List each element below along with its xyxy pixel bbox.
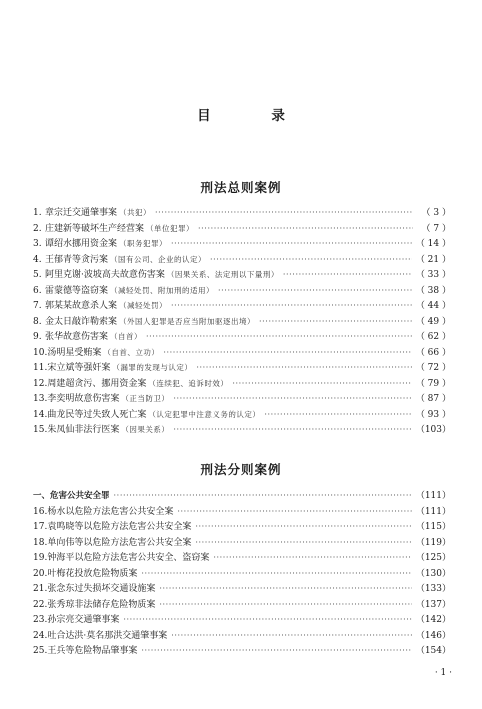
toc-entry-title: 杨水以危险方法危害公共安全案 <box>47 506 174 517</box>
toc-entry-note: （自首、立功） <box>103 347 160 357</box>
toc-leader-dots <box>146 329 412 345</box>
toc-entry[interactable] <box>33 519 451 535</box>
toc-entry-page: （103） <box>415 425 451 435</box>
toc-leader-dots <box>195 535 411 551</box>
toc-entry-number: 10. <box>33 347 48 358</box>
toc-entry-title: 曲龙民等过失致人死亡案 <box>47 409 147 420</box>
toc-entry-page: （142） <box>415 615 451 625</box>
toc-leader-dots <box>159 581 411 597</box>
toc-entry-page: （125） <box>415 553 451 563</box>
section-title-specific: 刑法分则案例 <box>200 462 282 477</box>
toc-entry-page: （154） <box>415 646 451 656</box>
toc-entry[interactable] <box>33 329 451 345</box>
toc-entry-note: （外国人犯罪是否应当附加驱逐出境） <box>119 316 256 326</box>
toc-list-specific <box>33 488 451 659</box>
toc-entry-number: 22. <box>33 599 48 610</box>
toc-entry[interactable] <box>33 283 451 299</box>
toc-entry-page: （137） <box>415 599 451 610</box>
toc-leader-dots <box>210 252 412 268</box>
toc-leader-dots <box>259 314 412 330</box>
section-title-general: 刑法总则案例 <box>200 180 282 195</box>
toc-leader-dots <box>171 236 412 252</box>
toc-entry-title: 雷蒙德等盗窃案 <box>45 285 109 296</box>
toc-entry-note: （漏罪的发现与认定） <box>112 363 193 372</box>
toc-entry-title: 孙宗亮交通肇事案 <box>47 615 120 625</box>
toc-entry-page: （ 87 ） <box>415 394 451 404</box>
toc-entry-number: 24. <box>33 630 48 641</box>
toc-leader-dots <box>159 597 411 613</box>
toc-entry-number: 13. <box>33 394 48 404</box>
toc-leader-dots <box>141 566 411 582</box>
toc-entry-page: （ 62 ） <box>415 332 451 342</box>
toc-leader-dots <box>114 488 412 504</box>
toc-entry-page: （ 49 ） <box>415 316 451 327</box>
toc-entry-number: 17. <box>33 522 48 532</box>
toc-entry-title: 张秀琼非法储存危险物质案 <box>47 599 156 610</box>
toc-leader-dots <box>232 376 411 392</box>
toc-entry-number: 16. <box>33 506 48 517</box>
toc-entry-note: （职务犯罪） <box>119 239 168 248</box>
toc-entry-title: 张念东过失损坏交通设施案 <box>47 584 156 594</box>
toc-entry[interactable] <box>33 205 451 221</box>
toc-entry-title: 宋立斌等强奸案 <box>47 363 111 373</box>
toc-leader-dots <box>264 407 411 423</box>
page-title: 目 录 <box>197 108 313 124</box>
toc-entry-page: （ 3 ） <box>421 208 451 218</box>
toc-leader-dots <box>171 298 412 314</box>
toc-entry[interactable] <box>33 252 451 268</box>
toc-entry-title: 王郁青等贪污案 <box>45 254 109 265</box>
toc-entry[interactable] <box>33 643 451 659</box>
toc-leader-dots <box>155 205 413 221</box>
toc-entry-page: （ 14 ） <box>415 239 451 249</box>
toc-entry-note: （因果关系） <box>121 425 170 434</box>
toc-entry[interactable] <box>33 581 451 597</box>
toc-entry[interactable] <box>33 298 451 314</box>
toc-entry-number: 14. <box>33 409 48 420</box>
toc-entry-number: 一、 <box>33 491 51 501</box>
toc-list-general <box>33 205 451 438</box>
toc-category-row[interactable] <box>33 488 451 504</box>
toc-entry-page: （ 7 ） <box>421 223 451 234</box>
toc-entry-title: 王兵等危险物品肇事案 <box>47 646 138 656</box>
toc-leader-dots <box>195 519 411 535</box>
toc-leader-dots <box>171 628 412 644</box>
toc-entry-title: 朱凤仙非法行医案 <box>47 425 120 435</box>
toc-leader-dots <box>283 267 412 283</box>
toc-entry-title: 单向伟等以危险方法危害公共安全案 <box>47 537 192 548</box>
toc-entry[interactable] <box>33 628 451 644</box>
toc-entry-note: （因果关系、法定刑以下量刑） <box>166 270 279 279</box>
toc-entry-number: 19. <box>33 553 48 563</box>
toc-entry-page: （119） <box>415 537 451 548</box>
toc-entry-page: （146） <box>415 630 451 641</box>
toc-entry-title: 汤明星受贿案 <box>47 347 102 358</box>
toc-entry-title: 李奕明故意伤害案 <box>47 394 120 404</box>
toc-leader-dots <box>218 283 412 299</box>
toc-entry-title: 郭某某故意杀人案 <box>45 301 118 311</box>
toc-entry-note: （减轻处罚） <box>119 301 168 310</box>
toc-entry-number: 21. <box>33 584 48 594</box>
toc-entry-note: （自首） <box>110 332 143 341</box>
toc-leader-dots <box>177 504 411 520</box>
toc-entry-number: 9. <box>33 332 42 342</box>
toc-entry[interactable] <box>33 360 451 376</box>
toc-entry[interactable] <box>33 391 451 407</box>
toc-entry-number: 25. <box>33 646 48 656</box>
toc-leader-dots <box>173 422 411 438</box>
toc-entry-number: 2. <box>33 223 42 234</box>
toc-leader-dots <box>163 345 411 361</box>
toc-entry-title: 叶梅花投放危险物质案 <box>47 568 138 579</box>
toc-entry[interactable] <box>33 267 451 283</box>
toc-entry-note: （国有公司、企业的认定） <box>110 254 207 264</box>
toc-entry-page: （ 38 ） <box>415 285 451 296</box>
toc-entry-page: （ 79 ） <box>415 378 451 389</box>
toc-entry-number: 7. <box>33 301 42 311</box>
toc-entry-title: 危害公共安全罪 <box>50 491 110 501</box>
toc-entry-note: （正当防卫） <box>121 394 170 403</box>
toc-entry-note: （连续犯、追诉时效） <box>148 378 229 388</box>
toc-entry-page: （ 21 ） <box>415 254 451 265</box>
toc-entry-title: 钟海平以危险方法危害公共安全、盗窃案 <box>47 553 210 563</box>
toc-entry[interactable] <box>33 422 451 438</box>
toc-entry-number: 20. <box>33 568 48 579</box>
toc-entry-page: （ 93 ） <box>415 409 451 420</box>
toc-entry-number: 5. <box>33 270 42 280</box>
toc-entry-page: （111） <box>415 491 451 501</box>
toc-entry-title: 金太日敲诈勒索案 <box>45 316 118 327</box>
toc-entry-page: （133） <box>415 584 451 594</box>
toc-entry-number: 1. <box>33 208 42 218</box>
toc-entry-page: （ 66 ） <box>415 347 451 358</box>
toc-entry-number: 11. <box>33 363 48 373</box>
toc-entry-number: 12. <box>33 378 48 389</box>
toc-entry-number: 8. <box>33 316 42 327</box>
toc-entry-page: （115） <box>415 522 451 532</box>
toc-entry-note: （认定犯罪中注意义务的认定） <box>148 409 261 419</box>
toc-entry-title: 周建超贪污、挪用资金案 <box>47 378 147 389</box>
toc-entry-page: （130） <box>415 568 451 579</box>
toc-entry-title: 张华故意伤害案 <box>45 332 109 342</box>
toc-entry-title: 章宗迁交通肇事案 <box>45 208 118 218</box>
toc-entry[interactable] <box>33 376 451 392</box>
toc-entry-title: 吐合达洪·莫名那洪交通肇事案 <box>47 630 168 641</box>
toc-entry[interactable] <box>33 345 451 361</box>
toc-entry-note: （共犯） <box>119 208 152 217</box>
toc-leader-dots <box>123 612 411 628</box>
page-number: · 1 · <box>434 668 452 678</box>
toc-entry[interactable] <box>33 612 451 628</box>
toc-entry-note: （单位犯罪） <box>146 223 195 233</box>
toc-leader-dots <box>196 360 411 376</box>
toc-entry[interactable] <box>33 236 451 252</box>
toc-leader-dots <box>173 391 411 407</box>
toc-entry[interactable] <box>33 597 451 613</box>
toc-entry-title: 阿里克谢·波坡高夫故意伤害案 <box>45 270 165 280</box>
toc-entry[interactable] <box>33 407 451 423</box>
toc-entry[interactable] <box>33 535 451 551</box>
toc-leader-dots <box>198 221 413 237</box>
toc-entry-number: 3. <box>33 239 42 249</box>
toc-entry-title: 庄建新等破坏生产经营案 <box>45 223 145 234</box>
toc-entry-note: （减轻处罚、附加刑的适用） <box>110 285 215 295</box>
toc-entry-title: 袁鸣晓等以危险方法危害公共安全案 <box>47 522 192 532</box>
toc-entry-number: 4. <box>33 254 42 265</box>
toc-leader-dots <box>141 643 411 659</box>
toc-entry[interactable] <box>33 504 451 520</box>
toc-entry[interactable] <box>33 221 451 237</box>
toc-entry-page: （111） <box>415 506 451 517</box>
toc-entry[interactable] <box>33 314 451 330</box>
toc-entry[interactable] <box>33 550 451 566</box>
toc-entry-page: （ 33 ） <box>415 270 451 280</box>
toc-entry-page: （ 44 ） <box>415 301 451 311</box>
toc-entry-number: 18. <box>33 537 48 548</box>
toc-entry-page: （ 72 ） <box>415 363 451 373</box>
toc-entry-number: 15. <box>33 425 48 435</box>
toc-entry[interactable] <box>33 566 451 582</box>
toc-entry-number: 23. <box>33 615 48 625</box>
toc-entry-number: 6. <box>33 285 42 296</box>
toc-entry-title: 谭绍水挪用资金案 <box>45 239 118 249</box>
toc-leader-dots <box>213 550 411 566</box>
